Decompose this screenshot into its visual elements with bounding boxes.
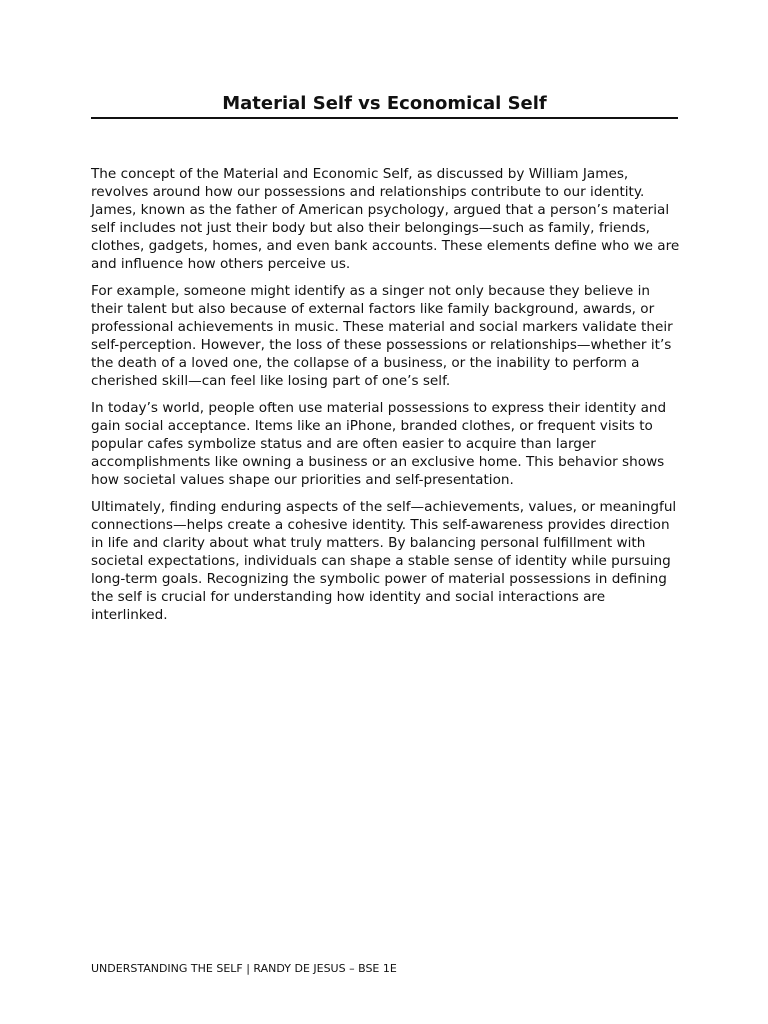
title-underline bbox=[91, 117, 678, 119]
page-footer: UNDERSTANDING THE SELF | RANDY DE JESUS – BSE 1E bbox=[91, 962, 397, 975]
page-title: Material Self vs Economical Self bbox=[222, 93, 547, 114]
paragraph-1: The concept of the Material and Economic Self, as discussed by William James, revolves around how our possessions and relationships contribute to our identity. James, known as the father of American psychology, argued that a person’s material self includes not just their body but also their belongings—such as family, friends, clothes, gadgets, homes, and even bank accounts. These elements define who we are and influence how others perceive us. bbox=[91, 166, 680, 272]
paragraph-3: In today’s world, people often use material possessions to express their identity and gain social acceptance. Items like an iPhone, branded clothes, or frequent visits to popular cafes symbolize status and are often easier to acquire than larger accomplishments like owning a business or an exclusive home. This behavior shows how societal values shape our priorities and self-presentation. bbox=[91, 400, 667, 488]
paragraph-2: For example, someone might identify as a singer not only because they believe in their talent but also because of external factors like family background, awards, or professional achievements in music. These material and social markers validate their self-perception. However, the loss of these possessions or relationships—whether it’s the death of a loved one, the collapse of a business, or the inability to perform a cherished skill—can feel like losing part of one’s self. bbox=[91, 283, 673, 389]
paragraph-4: Ultimately, finding enduring aspects of the self—achievements, values, or meaningful connections—helps create a cohesive identity. This self-awareness provides direction in life and clarity about what truly matters. By balancing personal fulfillment with societal expectations, individuals can shape a stable sense of identity while pursuing long-term goals. Recognizing the symbolic power of material possessions in defining the self is crucial for understanding how identity and social interactions are interlinked. bbox=[91, 499, 677, 623]
document-body bbox=[91, 165, 681, 633]
